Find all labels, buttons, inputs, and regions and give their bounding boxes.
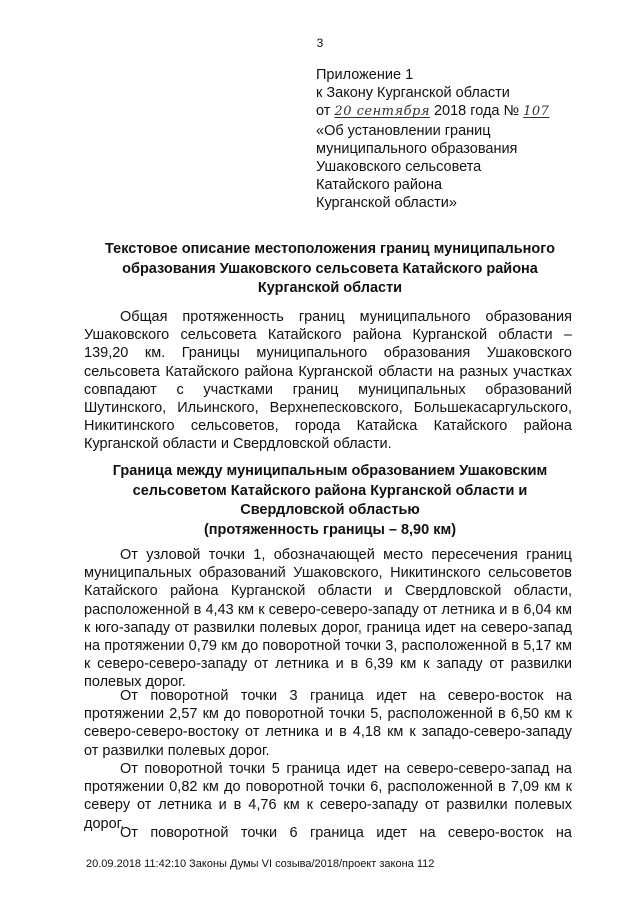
footer-file-path: 20.09.2018 11:42:10 Законы Думы VI созыва/2018/проект закона 112 <box>86 858 435 870</box>
paragraph-point-1: От узловой точки 1, обозначающей место пересечения границ муниципальных образований Ушаковского, Никитинского сельсоветов Катайского района Курганской области и Свердловской области, расположенной в 4,43 км к северо-северо-западу от летника и в 6,04 км к юго-западу от развилки полевых дорог, граница идет на северо-запад на протяжении 0,79 км до поворотной точки 3, расположенной в 5,17 км к северо-северо-западу от летника и в 6,39 км к западу от развилки полевых дорог. <box>84 547 572 691</box>
paragraph-point-5: От поворотной точки 5 граница идет на северо-северо-запад на протяжении 0,82 км до поворотной точки 6, расположенной в 7,09 км к северу от летника и в 4,76 км к северо-западу от развилки полевых дорог. <box>84 761 572 832</box>
section-title: Граница между муниципальным образованием Ушаковским сельсоветом Катайского района Курганской области и Свердловской областью <box>112 463 548 518</box>
handwritten-date: 20 сентября <box>334 104 430 120</box>
handwritten-law-number: 107 <box>523 104 550 120</box>
appendix-line-6: Ушаковского сельсовета <box>316 159 482 176</box>
paragraph-point-6: От поворотной точки 6 граница идет на северо-восток на <box>120 825 572 841</box>
section-length: (протяженность границы – 8,90 км) <box>203 521 457 538</box>
paragraph-point-3: От поворотной точки 3 граница идет на северо-восток на протяжении 2,57 км до поворотной точки 5, расположенной в 6,50 км к северо-северо-востоку от летника и в 4,18 км к западо-северо-западу от развилки полевых дорог. <box>84 688 572 759</box>
date-year: 2018 года № <box>429 103 524 120</box>
section-heading <box>80 462 580 540</box>
appendix-line-7: Катайского района <box>316 177 443 194</box>
appendix-date-line <box>316 102 616 121</box>
intro-paragraph: Общая протяженность границ муниципального образования Ушаковского сельсовета Катайского района Курганской области – 139,20 км. Границы муниципального образования Ушаковского сельсовета Катайского района Курганской области на разных участках совпадают с участками границ муниципальных образований Шутинского, Ильинского, Верхнепесковского, Большекасаргульского, Никитинского сельсоветов, города Катайска Катайского района Курганской области и Свердловской области. <box>84 309 572 453</box>
page-number: 3 <box>316 36 324 50</box>
appendix-line-4: «Об установлении границ <box>316 122 491 139</box>
document-title: Текстовое описание местоположения границ муниципального образования Ушаковского сельсовета Катайского района Курганской области <box>105 241 555 296</box>
appendix-header <box>316 66 616 213</box>
appendix-line-5: муниципального образования <box>316 140 518 157</box>
appendix-line-2: к Закону Курганской области <box>316 85 510 102</box>
date-prefix: от <box>316 103 335 120</box>
appendix-line-8: Курганской области» <box>316 195 457 212</box>
appendix-line-1: Приложение 1 <box>316 67 414 83</box>
